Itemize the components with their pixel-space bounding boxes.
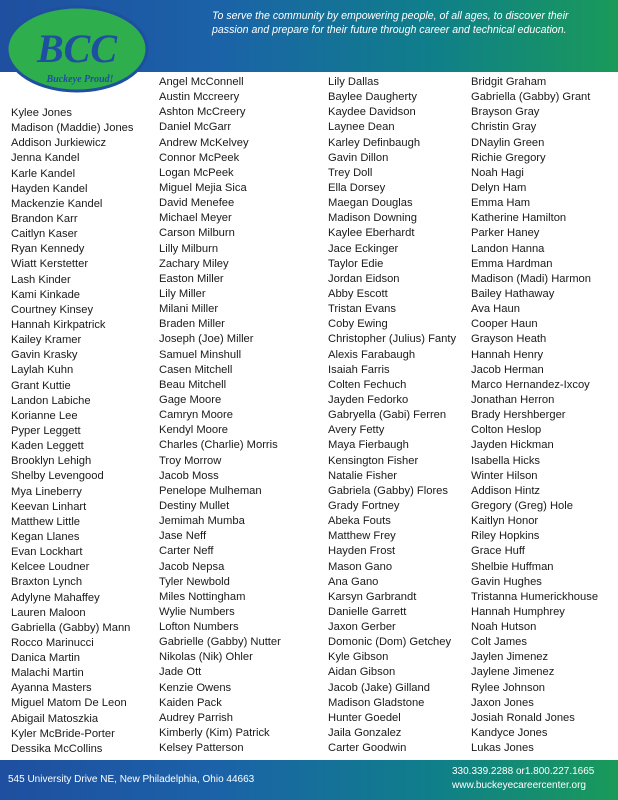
- name-entry: Braden Miller: [159, 318, 225, 331]
- footer-website: www.buckeyecareercenter.org: [452, 780, 586, 791]
- name-entry: Lauren Maloon: [11, 606, 86, 619]
- name-entry: Colten Fechuch: [328, 378, 407, 391]
- name-entry: Laynee Dean: [328, 121, 395, 134]
- name-entry: Shelbie Huffman: [471, 560, 554, 573]
- name-entry: Kimberly (Kim) Patrick: [159, 727, 270, 740]
- footer-phone: 330.339.2288 or1.800.227.1665: [452, 766, 595, 777]
- name-entry: Domonic (Dom) Getchey: [328, 636, 452, 649]
- name-entry: Noah Hagi: [471, 166, 524, 179]
- name-entry: Jaxon Gerber: [328, 621, 396, 634]
- name-entry: Lukas Jones: [471, 742, 534, 755]
- name-entry: Korianne Lee: [11, 409, 78, 422]
- names-column-3: [328, 75, 456, 756]
- name-entry: Ryan Kennedy: [11, 243, 85, 256]
- name-entry: Christin Gray: [471, 121, 537, 134]
- name-entry: Jacob Herman: [471, 363, 544, 376]
- name-entry: Tristanna Humerickhouse: [471, 590, 599, 603]
- name-entry: Jaxon Jones: [471, 696, 534, 709]
- mission-statement: To serve the community by empowering people, of all ages, to discover their passion and prepare for their future through career and technical education.: [212, 10, 569, 36]
- name-entry: Nikolas (Nik) Ohler: [159, 651, 253, 664]
- name-entry: Miguel Mejia Sica: [159, 181, 247, 194]
- name-entry: Easton Miller: [159, 272, 224, 285]
- name-entry: Katherine Hamilton: [471, 212, 567, 225]
- name-entry: Miles Nottingham: [159, 590, 246, 603]
- name-entry: Lily Dallas: [328, 76, 379, 88]
- name-entry: Jase Neff: [159, 530, 207, 543]
- name-entry: Destiny Mullet: [159, 499, 230, 512]
- name-entry: Brayson Gray: [471, 106, 540, 119]
- name-entry: Christopher (Julius) Fanty: [328, 333, 457, 346]
- name-entry: Emma Ham: [471, 197, 531, 210]
- name-entry: Braxton Lynch: [11, 576, 83, 589]
- name-entry: DNaylin Green: [471, 136, 545, 149]
- name-entry: Charles (Charlie) Morris: [159, 439, 278, 452]
- name-entry: Winter Hilson: [471, 469, 538, 482]
- name-entry: Ayanna Masters: [11, 682, 92, 695]
- name-entry: Jemimah Mumba: [159, 515, 245, 528]
- name-entry: Grady Fortney: [328, 499, 400, 512]
- name-entry: Jacob (Jake) Gilland: [328, 681, 430, 694]
- name-entry: Madison Gladstone: [328, 696, 425, 709]
- name-entry: Carter Neff: [159, 545, 214, 558]
- name-entry: Kyle Gibson: [328, 651, 389, 664]
- name-entry: Josiah Ronald Jones: [471, 711, 575, 724]
- name-entry: Kyler McBride-Porter: [11, 727, 115, 740]
- name-entry: Rocco Marinucci: [11, 636, 94, 649]
- name-entry: Bailey Hathaway: [471, 287, 555, 300]
- name-entry: Kenzie Owens: [159, 681, 232, 694]
- name-entry: Maegan Douglas: [328, 197, 413, 210]
- name-entry: Kaden Leggett: [11, 440, 84, 453]
- name-entry: Tyler Newbold: [159, 575, 230, 588]
- name-entry: Daniel McGarr: [159, 121, 232, 134]
- name-entry: Tristan Evans: [328, 303, 396, 316]
- name-entry: Cooper Haun: [471, 318, 538, 331]
- name-entry: Parker Haney: [471, 227, 540, 240]
- name-entry: Jaylen Jimenez: [471, 651, 549, 664]
- name-entry: Brooklyn Lehigh: [11, 455, 92, 468]
- name-entry: Beau Mitchell: [159, 378, 227, 391]
- name-entry: Grant Kuttie: [11, 379, 71, 392]
- name-entry: Courtney Kinsey: [11, 303, 94, 316]
- name-entry: Marco Hernandez-Ixcoy: [471, 378, 590, 391]
- name-entry: Kandyce Jones: [471, 727, 548, 740]
- name-entry: Matthew Little: [11, 515, 81, 528]
- name-entry: Madison (Madi) Harmon: [471, 272, 591, 285]
- name-entry: Lofton Numbers: [159, 621, 239, 634]
- name-entry: Miguel Matom De Leon: [11, 697, 127, 710]
- name-entry: Samuel Minshull: [159, 348, 242, 361]
- name-entry: Penelope Mulheman: [159, 484, 262, 497]
- name-entry: Zachary Miley: [159, 257, 229, 270]
- name-entry: Wiatt Kerstetter: [11, 258, 89, 271]
- name-entry: Jordan Eidson: [328, 272, 400, 285]
- name-entry: Pyper Leggett: [11, 424, 81, 437]
- name-entry: Malachi Martin: [11, 667, 84, 680]
- name-entry: Evan Lockhart: [11, 546, 83, 559]
- name-entry: Gabriella (Gabby) Grant: [471, 91, 591, 104]
- name-entry: Delyn Ham: [471, 181, 527, 194]
- name-entry: Ella Dorsey: [328, 181, 386, 194]
- name-entry: Camryn Moore: [159, 409, 233, 422]
- names-column-1: [11, 106, 134, 757]
- name-entry: Jaila Gonzalez: [328, 727, 402, 740]
- name-entry: Logan McPeek: [159, 166, 234, 179]
- name-entry: Carter Goodwin: [328, 742, 407, 755]
- logo-tagline: Buckeye Proud!: [46, 74, 114, 85]
- name-entry: Kaiden Pack: [159, 696, 222, 709]
- name-entry: Kendyl Moore: [159, 424, 229, 437]
- name-entry: Gregory (Greg) Hole: [471, 499, 573, 512]
- name-entry: Carson Milburn: [159, 227, 235, 240]
- name-entry: Kegan Llanes: [11, 530, 80, 543]
- name-entry: Jacob Moss: [159, 469, 219, 482]
- name-entry: Audrey Parrish: [159, 711, 233, 724]
- name-entry: Jenna Kandel: [11, 152, 80, 165]
- name-entry: Mackenzie Kandel: [11, 197, 103, 210]
- name-entry: Karley Definbaugh: [328, 136, 421, 149]
- name-entry: Isabella Hicks: [471, 454, 541, 467]
- name-entry: Milani Miller: [159, 303, 219, 316]
- name-entry: Karle Kandel: [11, 167, 76, 180]
- name-entry: Abeka Fouts: [328, 515, 391, 528]
- name-entry: Gabrielle (Gabby) Nutter: [159, 636, 281, 649]
- name-entry: Gabriela (Gabby) Flores: [328, 484, 448, 497]
- name-entry: Jace Eckinger: [328, 242, 399, 255]
- name-entry: Kylee Jones: [11, 107, 72, 119]
- name-entry: Brandon Karr: [11, 212, 78, 225]
- name-entry: Andrew McKelvey: [159, 136, 249, 149]
- logo-text: BCC: [36, 26, 118, 71]
- name-entry: Wylie Numbers: [159, 605, 235, 618]
- name-entry: Jayden Fedorko: [328, 393, 409, 406]
- names-column-4: [471, 75, 598, 756]
- name-entry: Hannah Humphrey: [471, 605, 565, 618]
- name-entry: Danica Martin: [11, 652, 81, 665]
- name-entry: Grayson Heath: [471, 333, 547, 346]
- name-entry: Danielle Garrett: [328, 605, 407, 618]
- name-entry: Aidan Gibson: [328, 666, 396, 679]
- name-entry: Brady Hershberger: [471, 409, 566, 422]
- name-entry: Kailey Kramer: [11, 334, 82, 347]
- name-entry: Hannah Henry: [471, 348, 544, 361]
- name-entry: Abby Escott: [328, 287, 388, 300]
- name-entry: Alexis Farabaugh: [328, 348, 416, 361]
- name-entry: Shelby Levengood: [11, 470, 104, 483]
- name-entry: Avery Fetty: [328, 424, 385, 437]
- name-entry: Kaitlyn Honor: [471, 515, 539, 528]
- name-entry: Trey Doll: [328, 166, 373, 179]
- name-entry: Madison Downing: [328, 212, 417, 225]
- footer-address: 545 University Drive NE, New Philadelphia, Ohio 44663: [8, 774, 255, 785]
- name-entry: Natalie Fisher: [328, 469, 398, 482]
- name-entry: Hayden Frost: [328, 545, 396, 558]
- name-entry: Gavin Hughes: [471, 575, 542, 588]
- name-entry: Baylee Daugherty: [328, 91, 417, 104]
- name-entry: Mason Gano: [328, 560, 393, 573]
- name-entry: Casen Mitchell: [159, 363, 233, 376]
- name-entry: Jayden Hickman: [471, 439, 554, 452]
- name-entry: Laylah Kuhn: [11, 364, 74, 377]
- name-entry: Gabryella (Gabi) Ferren: [328, 409, 447, 422]
- bcc-logo: [4, 4, 150, 96]
- name-entry: Coby Ewing: [328, 318, 388, 331]
- name-entry: Kami Kinkade: [11, 288, 81, 301]
- name-entry: David Menefee: [159, 197, 235, 210]
- name-entry: Angel McConnell: [159, 76, 244, 88]
- name-entry: Bridgit Graham: [471, 76, 547, 88]
- name-entry: Caitlyn Kaser: [11, 228, 78, 241]
- name-entry: Taylor Edie: [328, 257, 384, 270]
- name-entry: Noah Hutson: [471, 621, 537, 634]
- name-entry: Ashton McCreery: [159, 106, 246, 119]
- name-entry: Hannah Kirkpatrick: [11, 318, 106, 331]
- name-entry: Colton Heslop: [471, 424, 542, 437]
- name-entry: Kaylee Eberhardt: [328, 227, 415, 240]
- footer-banner: [0, 760, 618, 800]
- name-entry: Addison Jurkiewicz: [11, 137, 107, 150]
- name-entry: Joseph (Joe) Miller: [159, 333, 254, 346]
- name-entry: Lily Miller: [159, 287, 206, 300]
- name-entry: Kelcee Loudner: [11, 561, 90, 574]
- name-entry: Jacob Nepsa: [159, 560, 225, 573]
- name-entry: Jade Ott: [159, 666, 202, 679]
- name-entry: Hunter Goedel: [328, 711, 401, 724]
- name-entry: Colt James: [471, 636, 527, 649]
- name-entry: Jonathan Herron: [471, 393, 555, 406]
- name-entry: Maya Fierbaugh: [328, 439, 409, 452]
- name-entry: Richie Gregory: [471, 151, 546, 164]
- name-entry: Landon Hanna: [471, 242, 545, 255]
- name-entry: Hayden Kandel: [11, 182, 88, 195]
- name-entry: Gavin Krasky: [11, 349, 78, 362]
- name-entry: Emma Hardman: [471, 257, 553, 270]
- name-entry: Isaiah Farris: [328, 363, 390, 376]
- name-entry: Austin Mccreery: [159, 91, 240, 104]
- name-entry: Michael Meyer: [159, 212, 232, 225]
- name-entry: Lilly Milburn: [159, 242, 219, 255]
- name-entry: Jaylene Jimenez: [471, 666, 555, 679]
- name-entry: Grace Huff: [471, 545, 525, 558]
- name-entry: Keevan Linhart: [11, 500, 87, 513]
- name-entry: Kelsey Patterson: [159, 742, 244, 755]
- name-entry: Matthew Frey: [328, 530, 396, 543]
- name-entry: Kaydee Davidson: [328, 106, 416, 119]
- name-entry: Connor McPeek: [159, 151, 240, 164]
- name-entry: Lash Kinder: [11, 273, 71, 286]
- name-entry: Karsyn Garbrandt: [328, 590, 417, 603]
- name-entry: Ana Gano: [328, 575, 379, 588]
- name-entry: Gage Moore: [159, 393, 222, 406]
- name-entry: Ava Haun: [471, 303, 520, 316]
- name-entry: Madison (Maddie) Jones: [11, 122, 134, 135]
- name-entry: Abigail Matoszkia: [11, 712, 99, 725]
- name-entry: Landon Labiche: [11, 394, 91, 407]
- name-entry: Troy Morrow: [159, 454, 222, 467]
- name-entry: Riley Hopkins: [471, 530, 540, 543]
- name-entry: Dessika McCollins: [11, 742, 103, 755]
- name-entry: Gavin Dillon: [328, 151, 389, 164]
- name-entry: Mya Lineberry: [11, 485, 82, 498]
- name-entry: Adylyne Mahaffey: [11, 591, 100, 604]
- name-entry: Kensington Fisher: [328, 454, 419, 467]
- name-entry: Rylee Johnson: [471, 681, 546, 694]
- name-entry: Gabriella (Gabby) Mann: [11, 621, 131, 634]
- names-column-2: [159, 75, 281, 756]
- name-entry: Addison Hintz: [471, 484, 541, 497]
